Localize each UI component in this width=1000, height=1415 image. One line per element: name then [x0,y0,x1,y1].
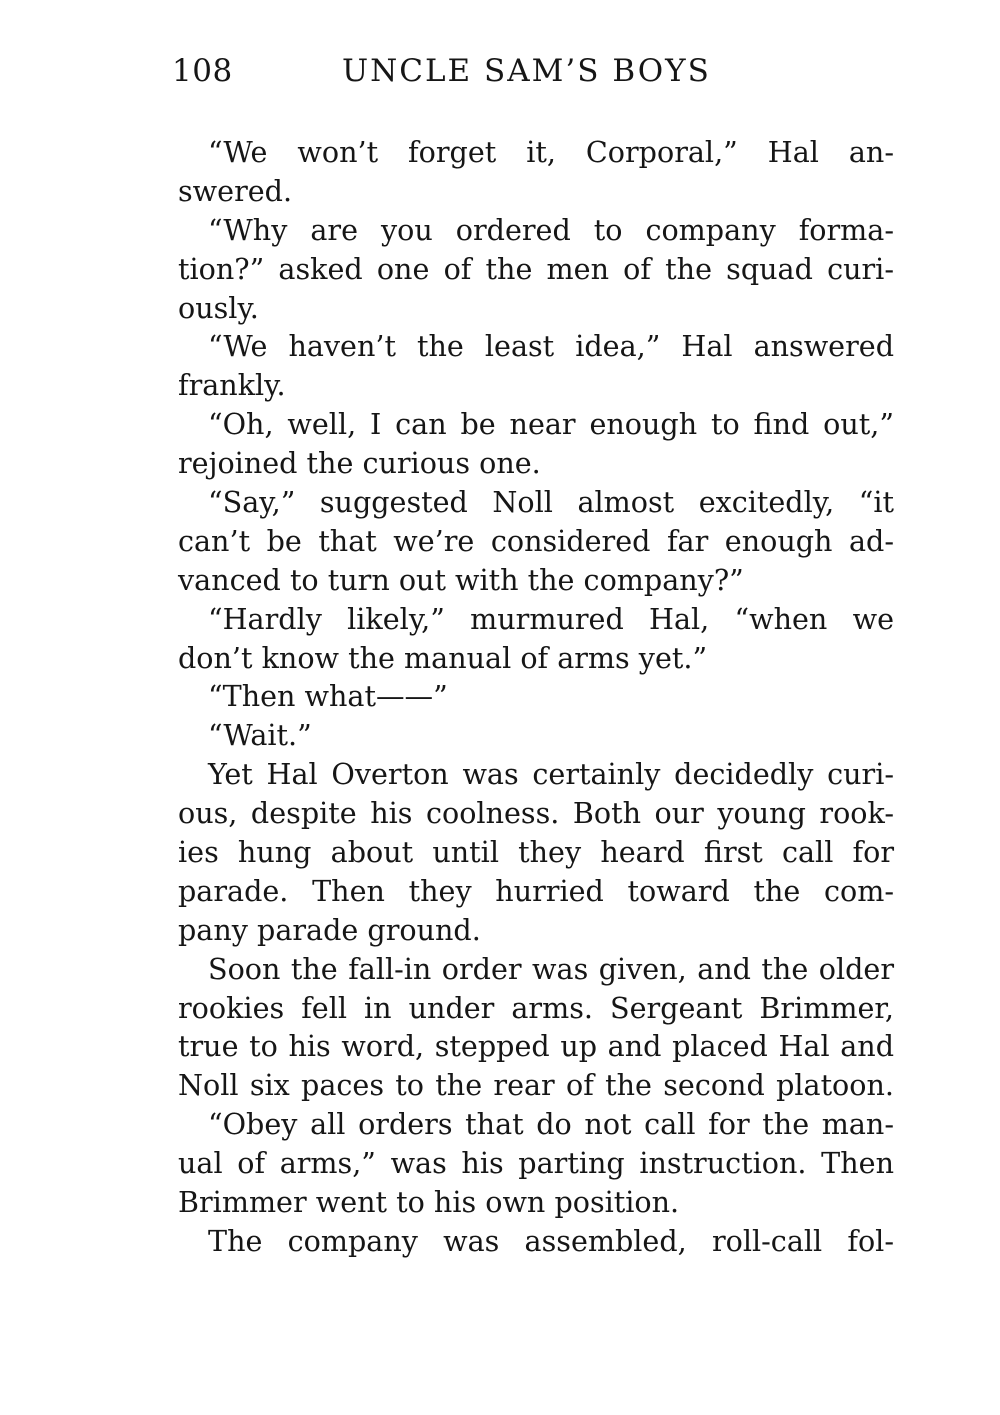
text-line: frankly. [178,368,286,403]
text-line: Soon the fall-in order was given, and the older [208,951,894,986]
text-line: “Oh, well, I can be near enough to find out,” [208,407,894,442]
text-line: don’t know the manual of arms yet.” [178,640,708,675]
text-line: “Then what——” [208,679,448,714]
text-line: rejoined the curious one. [178,446,541,481]
text-line: “Say,” suggested Noll almost excitedly, “it [208,485,894,520]
text-line: ies hung about until they heard first call for [178,835,894,870]
text-line: ous, despite his coolness. Both our young rook- [178,796,894,831]
text-line: swered. [178,173,293,208]
body-text [178,133,894,1261]
text-line: “We won’t forget it, Corporal,” Hal an- [208,135,894,169]
text-line: Noll six paces to the rear of the second platoon. [178,1068,894,1103]
text-line: true to his word, stepped up and placed Hal and [178,1029,894,1064]
book-title: UNCLE SAM’S BOYS [342,53,711,89]
text-line: “We haven’t the least idea,” Hal answered [208,329,894,364]
text-line: parade. Then they hurried toward the com- [178,873,894,908]
text-line: “Why are you ordered to company forma- [208,212,894,247]
text-line: can’t be that we’re considered far enough ad- [178,523,894,558]
text-line: vanced to turn out with the company?” [178,562,744,597]
text-line: “Obey all orders that do not call for the man- [208,1107,894,1142]
text-line: ual of arms,” was his parting instruction. Then [178,1146,894,1181]
page-number: 108 [172,53,233,89]
running-head [172,46,732,96]
text-line: The company was assembled, roll-call fol- [208,1223,894,1258]
text-line: tion?” asked one of the men of the squad curi- [178,251,894,286]
text-line: rookies fell in under arms. Sergeant Brimmer, [178,990,894,1025]
text-line: Yet Hal Overton was certainly decidedly curi- [208,757,894,792]
text-line: “Wait.” [208,718,312,753]
text-line: “Hardly likely,” murmured Hal, “when we [208,601,894,636]
text-line: pany parade ground. [178,912,481,947]
text-line: ously. [178,290,259,325]
text-line: Brimmer went to his own position. [178,1185,680,1220]
